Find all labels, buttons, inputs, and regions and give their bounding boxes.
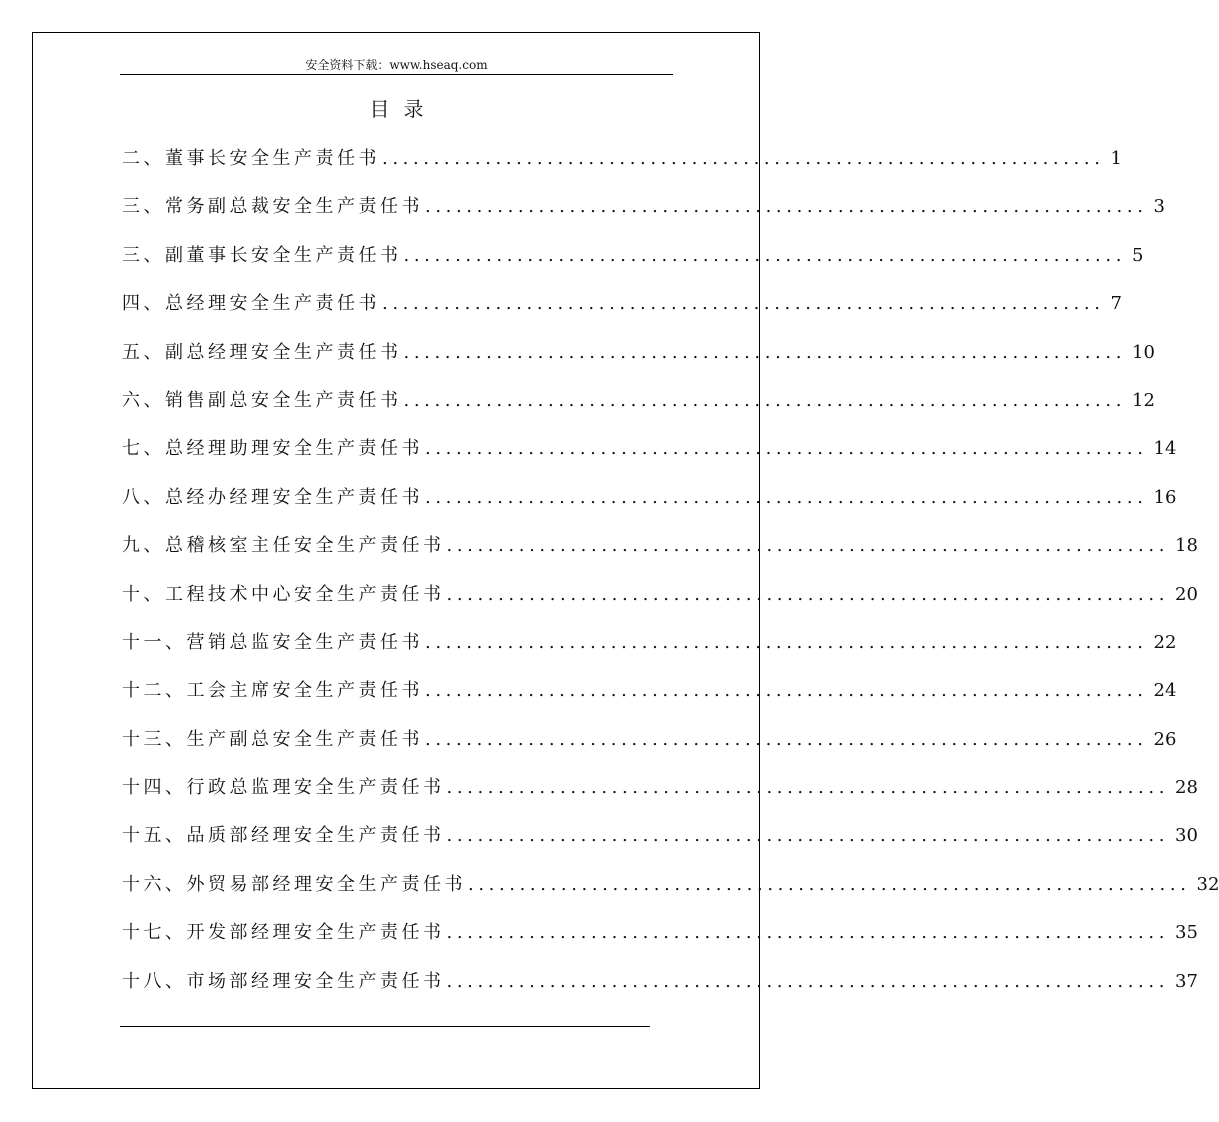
toc-entry-page: 24 xyxy=(1153,680,1177,702)
toc-entry-page: 16 xyxy=(1153,486,1177,508)
toc-leader: ...................................................................... xyxy=(446,922,1170,944)
toc-entry-page: 20 xyxy=(1175,583,1198,605)
toc-entry-label: 十八、市场部经理安全生产责任书 xyxy=(122,970,445,992)
toc-leader: ...................................................................... xyxy=(446,970,1170,992)
toc-entry-label: 十七、开发部经理安全生产责任书 xyxy=(122,922,445,944)
toc-entry-label: 十二、工会主席安全生产责任书 xyxy=(122,680,423,702)
toc-leader: ...................................................................... xyxy=(446,825,1170,847)
toc-entry-label: 十三、生产副总安全生产责任书 xyxy=(122,728,423,750)
toc-entry[interactable] xyxy=(122,436,1177,484)
toc-entry[interactable] xyxy=(122,969,1198,1017)
toc-entry-page: 3 xyxy=(1153,196,1165,218)
toc-entry-label: 六、销售副总安全生产责任书 xyxy=(122,389,402,411)
toc-leader: ...................................................................... xyxy=(468,873,1191,895)
toc-leader: ...................................................................... xyxy=(425,438,1148,460)
toc-entry-page: 26 xyxy=(1153,728,1177,750)
toc-leader: ...................................................................... xyxy=(425,631,1148,653)
toc-entry-label: 三、副董事长安全生产责任书 xyxy=(122,244,402,266)
toc-entry-label: 十四、行政总监理安全生产责任书 xyxy=(122,777,445,799)
toc-entry-page: 35 xyxy=(1175,922,1198,944)
toc-entry[interactable] xyxy=(122,146,1122,194)
header-rule xyxy=(120,74,673,75)
toc-entry-label: 二、董事长安全生产责任书 xyxy=(122,148,380,169)
toc-entry-label: 十一、营销总监安全生产责任书 xyxy=(122,631,423,653)
toc-entry-page: 30 xyxy=(1175,825,1198,847)
toc-leader: ...................................................................... xyxy=(403,244,1127,266)
toc-entry-page: 28 xyxy=(1175,777,1198,799)
toc-entry-page: 18 xyxy=(1175,535,1198,557)
toc-entry[interactable] xyxy=(122,340,1155,388)
toc-entry-label: 七、总经理助理安全生产责任书 xyxy=(122,438,423,460)
toc-entry[interactable] xyxy=(122,678,1177,726)
toc-entry-label: 十五、品质部经理安全生产责任书 xyxy=(122,825,445,847)
toc-leader: ...................................................................... xyxy=(446,583,1170,605)
toc-entry-label: 九、总稽核室主任安全生产责任书 xyxy=(122,535,445,557)
toc-entry[interactable] xyxy=(122,243,1144,291)
toc-leader: ...................................................................... xyxy=(425,486,1148,508)
toc-entry-label: 五、副总经理安全生产责任书 xyxy=(122,341,402,363)
toc-entry[interactable] xyxy=(122,533,1198,581)
toc-entry[interactable] xyxy=(122,291,1122,339)
toc-entry[interactable] xyxy=(122,920,1198,968)
toc-entry-page: 12 xyxy=(1132,389,1155,411)
toc-entry-page: 37 xyxy=(1175,970,1198,992)
toc-entry-page: 1 xyxy=(1110,148,1122,169)
page-header: 安全资料下载：www.hseaq.com xyxy=(305,58,488,72)
toc-entry[interactable] xyxy=(122,727,1177,775)
toc-entry[interactable] xyxy=(122,388,1155,436)
toc-entry[interactable] xyxy=(122,194,1165,242)
toc-entry-label: 十六、外贸易部经理安全生产责任书 xyxy=(122,873,466,895)
toc-leader: ...................................................................... xyxy=(446,535,1170,557)
toc-leader: ...................................................................... xyxy=(425,196,1148,218)
toc-leader: ...................................................................... xyxy=(446,777,1170,799)
toc-entry[interactable] xyxy=(122,872,1219,920)
toc-entry-label: 八、总经办经理安全生产责任书 xyxy=(122,486,423,508)
toc-entry-page: 10 xyxy=(1132,341,1155,363)
toc-list xyxy=(122,146,1219,1017)
toc-entry-page: 14 xyxy=(1153,438,1177,460)
toc-entry-label: 十、工程技术中心安全生产责任书 xyxy=(122,583,445,605)
toc-leader: ...................................................................... xyxy=(403,341,1127,363)
toc-leader: ...................................................................... xyxy=(403,389,1127,411)
toc-entry-label: 三、常务副总裁安全生产责任书 xyxy=(122,196,423,218)
footer-rule xyxy=(120,1026,650,1027)
toc-entry[interactable] xyxy=(122,823,1198,871)
toc-entry-page: 22 xyxy=(1153,631,1177,653)
toc-entry[interactable] xyxy=(122,582,1198,630)
toc-entry-page: 7 xyxy=(1110,293,1122,315)
toc-leader: ...................................................................... xyxy=(382,293,1105,315)
toc-leader: ...................................................................... xyxy=(425,680,1148,702)
toc-entry[interactable] xyxy=(122,775,1198,823)
toc-title: 目录 xyxy=(369,97,438,121)
toc-entry-page: 32 xyxy=(1196,873,1219,895)
toc-entry[interactable] xyxy=(122,485,1177,533)
toc-leader: ...................................................................... xyxy=(382,148,1105,169)
toc-entry-label: 四、总经理安全生产责任书 xyxy=(122,293,380,315)
toc-entry[interactable] xyxy=(122,630,1177,678)
toc-entry-page: 5 xyxy=(1132,244,1144,266)
toc-leader: ...................................................................... xyxy=(425,728,1148,750)
